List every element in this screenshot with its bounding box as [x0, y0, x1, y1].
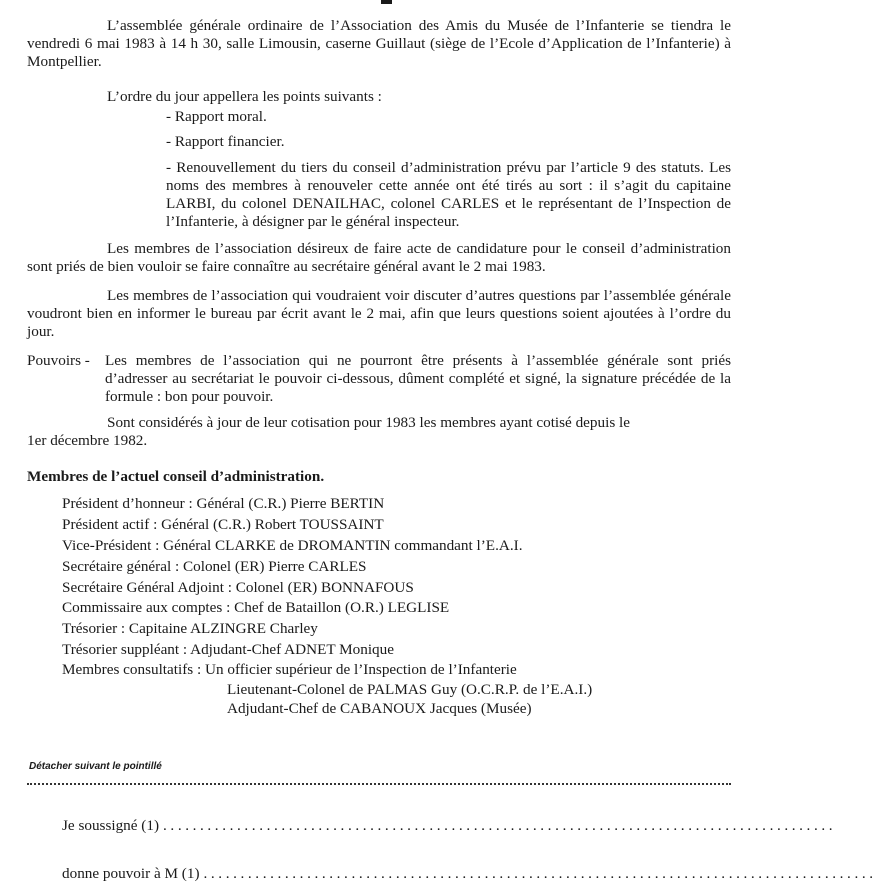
member-tresorier: Trésorier : Capitaine ALZINGRE Charley — [62, 620, 318, 637]
soussigne-label: Je soussigné (1) — [62, 817, 160, 834]
members-title: Membres de l’actuel conseil d’administration. — [27, 468, 325, 485]
cut-dotted-line — [27, 783, 731, 785]
intro-paragraph: L’assemblée générale ordinaire de l’Association des Amis du Musée de l’Infanterie se tiendra le vendredi 6 mai 1983 à 14 h 30, salle Limousin, caserne Guillaut (siège de l’Ecole d’Application de l’Infanterie) à Montpellier. — [27, 17, 731, 70]
soussigne-fill-field[interactable]: ........................................................................................... — [163, 817, 837, 834]
cotisation-line-2: 1er décembre 1982. — [27, 432, 148, 449]
pouvoir-fill-field[interactable]: ........................................................................................... — [203, 865, 877, 882]
questions-paragraph: Les membres de l’association qui voudraient voir discuter d’autres questions par l’assemblée générale voudront bien en informer le bureau par écrit avant le 2 mai, afin que leurs questions soient ajoutées à l’ordre du jour. — [27, 287, 731, 340]
pouvoir-label: donne pouvoir à M (1) — [62, 865, 200, 882]
agenda-item-rapport-financier: - Rapport financier. — [166, 133, 285, 150]
member-consultatifs: Membres consultatifs : Un officier supérieur de l’Inspection de l’Infanterie — [62, 661, 517, 678]
pouvoirs-paragraph: Les membres de l’association qui ne pourront être présents à l’assemblée générale sont priés d’adresser au secrétariat le pouvoir ci-dessous, dûment complété et signé, la signature précédée de la formule : bon pour pouvoir. — [105, 352, 731, 405]
member-president-actif: Président actif : Général (C.R.) Robert TOUSSAINT — [62, 516, 384, 533]
detach-label: Détacher suivant le pointillé — [29, 761, 162, 772]
cotisation-text: Sont considérés à jour de leur cotisation pour 1983 les membres ayant cotisé depuis le — [107, 414, 630, 431]
agenda-intro: L’ordre du jour appellera les points suivants : — [107, 88, 382, 105]
member-commissaire-comptes: Commissaire aux comptes : Chef de Bataillon (O.R.) LEGLISE — [62, 599, 450, 616]
form-line-soussigne — [62, 817, 837, 835]
member-secretaire-general: Secrétaire général : Colonel (ER) Pierre CARLES — [62, 558, 367, 575]
agenda-item-renouvellement: - Renouvellement du tiers du conseil d’administration prévu par l’article 9 des statuts. Les noms des membres à renouveler cette année ont été tirés au sort : il s’agit du capitaine LARBI, du colonel DENAILHAC, colonel CARLES et le représentant de l’Inspection de l’Infanterie, à désigner par le général inspecteur. — [166, 159, 731, 230]
member-consultatif-cabanoux: Adjudant-Chef de CABANOUX Jacques (Musée) — [227, 700, 532, 717]
member-secretaire-adjoint: Secrétaire Général Adjoint : Colonel (ER) BONNAFOUS — [62, 579, 414, 596]
member-president-honneur: Président d’honneur : Général (C.R.) Pierre BERTIN — [62, 495, 385, 512]
agenda-item-rapport-moral: - Rapport moral. — [166, 108, 267, 125]
page-top-mark — [381, 0, 392, 4]
cotisation-line-1 — [27, 414, 731, 432]
member-tresorier-suppleant: Trésorier suppléant : Adjudant-Chef ADNET Monique — [62, 641, 394, 658]
member-consultatif-palmas: Lieutenant-Colonel de PALMAS Guy (O.C.R.P. de l’E.A.I.) — [227, 681, 593, 698]
form-line-pouvoir — [62, 865, 877, 883]
pouvoirs-label: Pouvoirs - — [27, 352, 90, 369]
candidature-paragraph: Les membres de l’association désireux de faire acte de candidature pour le conseil d’administration sont priés de bien vouloir se faire connaître au secrétaire général avant le 2 mai 1983. — [27, 240, 731, 275]
member-vice-president: Vice-Président : Général CLARKE de DROMANTIN commandant l’E.A.I. — [62, 537, 523, 554]
